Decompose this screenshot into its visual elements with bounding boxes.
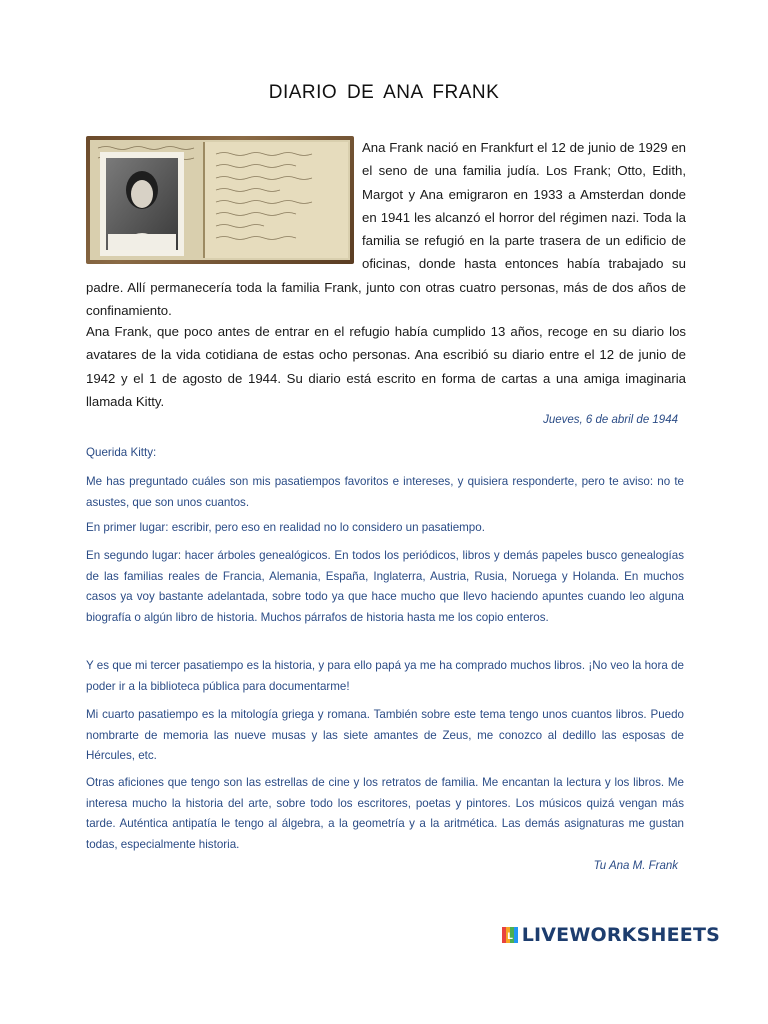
- letter-paragraph: Otras aficiones que tengo son las estrellas de cine y los retratos de familia. Me encantan la lectura y los libros. Me interesa mucho la historia del arte, sobre todo los escritores, poetas y pintores. Los músicos quizá vengan más tarde. Auténtica antipatía le tengo al álgebra, a la geometría y a la aritmética. Las demás asignaturas me gustan todas, especialmente historia.: [86, 776, 684, 851]
- liveworksheets-logo: [502, 924, 720, 946]
- letter-signature: Tu Ana M. Frank: [593, 860, 678, 872]
- letter-date: Jueves, 6 de abril de 1944: [543, 414, 678, 426]
- context-paragraph: Ana Frank, que poco antes de entrar en el refugio había cumplido 13 años, recoge en su diario los avatares de la vida cotidiana de estas ocho personas. Ana escribió su diario entre el 12 de junio de 1942 y el 1 de agosto de 1944. Su diario está escrito en forma de cartas a una amiga imaginaria llamada Kitty.: [86, 324, 686, 409]
- letter-paragraph: Y es que mi tercer pasatiempo es la historia, y para ello papá ya me ha comprado muchos libros. ¡No veo la hora de poder ir a la biblioteca pública para documentarme!: [86, 659, 684, 693]
- svg-text:L: L: [506, 932, 513, 942]
- photo-spacer: [86, 136, 362, 268]
- liveworksheets-logo-icon: [502, 927, 518, 943]
- letter-paragraph: Mi cuarto pasatiempo es la mitología griega y romana. También sobre este tema tengo unos cuantos libros. Puedo nombrarte de memoria las nueve musas y las siete amantes de Zeus, me conozco al dedillo las esposas de Hércules, etc.: [86, 708, 684, 762]
- liveworksheets-logo-text: LIVEWORKSHEETS: [521, 924, 720, 946]
- letter-paragraph: Me has preguntado cuáles son mis pasatiempos favoritos e intereses, y quisiera responderte, pero te aviso: no te asustes, que son unos cuantos.: [86, 475, 684, 509]
- letter-paragraph: En segundo lugar: hacer árboles genealógicos. En todos los periódicos, libros y demás papeles busco genealogías de las familias reales de Francia, Alemania, España, Inglaterra, Austria, Rusia, Noruega y Holanda. En muchos casos ya voy bastante adelantada, sobre todo ya que hace mucho que llevo haciendo apuntes cuando leo alguna biografía o algún libro de historia. Muchos párrafos de historia hasta me los copio enteros.: [86, 549, 684, 624]
- letter-greeting: Querida Kitty:: [86, 446, 157, 459]
- intro-paragraph: [86, 136, 686, 322]
- intro-text: Ana Frank nació en Frankfurt el 12 de junio de 1929 en el seno de una familia judía. Los Frank; Otto, Edith, Margot y Ana emigraron en 1933 a Amsterdan donde en 1941 les alcanzó el horror del régimen nazi. Toda la familia se refugió en la parte trasera de un edificio de oficinas, donde hasta entonces había trabajado su padre. Allí permanecería toda la familia Frank, junto con otras cuatro personas, más de dos años de confinamiento.: [86, 140, 686, 319]
- page-title: DIARIO DE ANA FRANK: [268, 82, 500, 103]
- letter-paragraph: En primer lugar: escribir, pero eso en realidad no lo considero un pasatiempo.: [86, 521, 485, 534]
